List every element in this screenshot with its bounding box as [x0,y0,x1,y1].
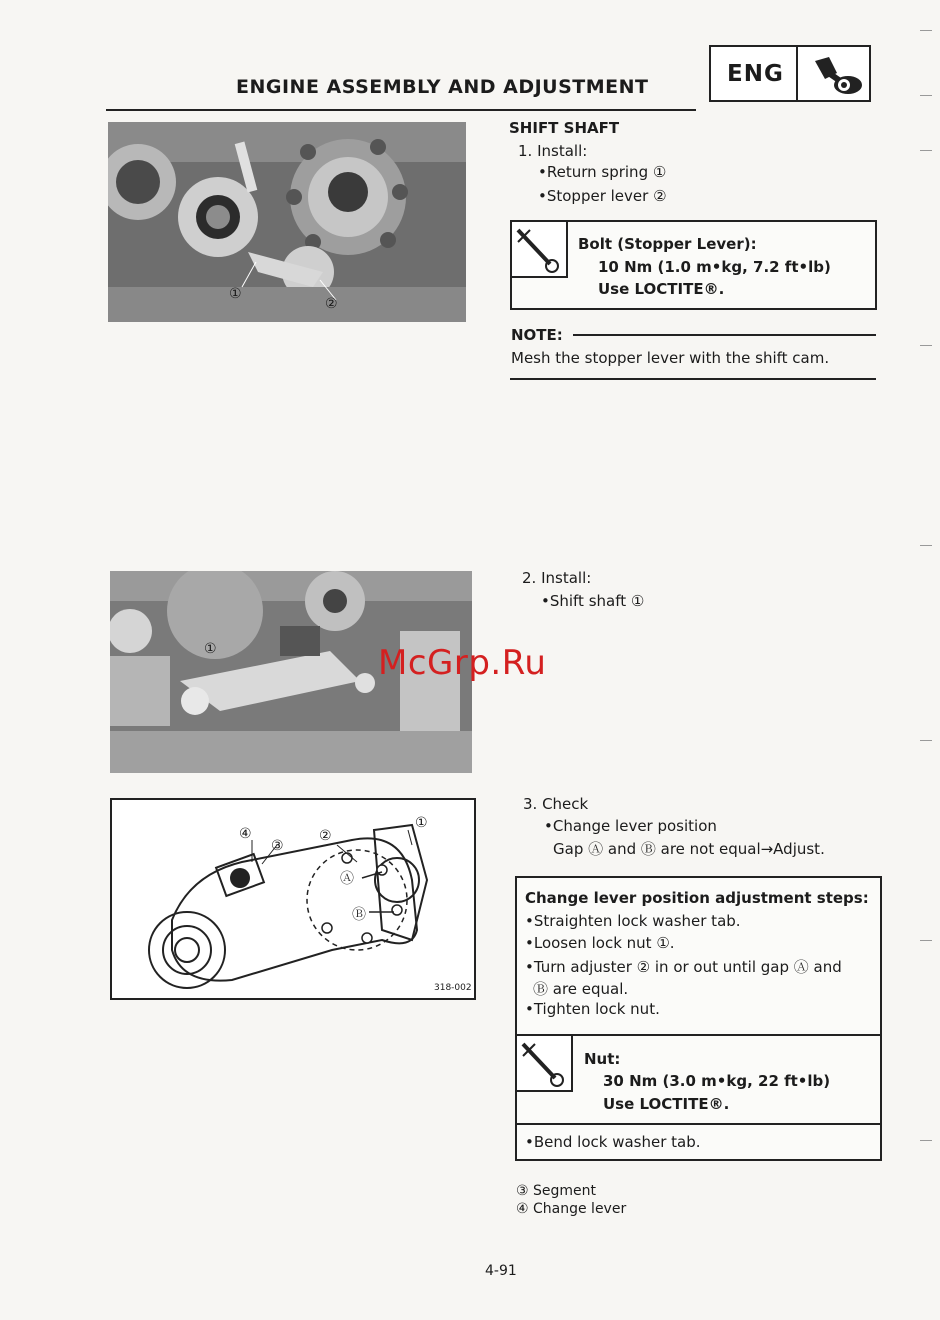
diagram-callout-2: ② [319,828,332,844]
diagram-callout-4: ④ [239,826,252,842]
adjustment-steps-box [515,876,882,1161]
note-label: NOTE: [511,326,563,344]
page-title: ENGINE ASSEMBLY AND ADJUSTMENT [236,76,649,98]
box-divider [517,1123,880,1125]
step1-item: •Stopper lever ② [538,187,667,205]
photo2-callout-1: ① [204,641,217,657]
photo1-callout-2: ② [325,296,338,312]
note-end-rule [510,378,876,380]
step3-detail: Gap Ⓐ and Ⓑ are not equal→Adjust. [553,840,825,858]
margin-mark [920,30,932,31]
photo1-callout-1: ① [229,286,242,302]
torque-wrench-icon [517,1036,573,1092]
note-text: Mesh the stopper lever with the shift cam. [511,349,830,367]
section-title-shift-shaft: SHIFT SHAFT [509,119,620,137]
note-rule [573,334,876,336]
torque-box-bolt [510,220,877,310]
engine-tool-icon [803,53,869,97]
diagram-callout-1: ① [415,815,428,831]
margin-mark [920,345,932,346]
legend-item: ④ Change lever [516,1201,627,1217]
adjustment-step: •Straighten lock washer tab. [525,912,741,930]
torque-title: Bolt (Stopper Lever): [578,235,757,253]
diagram-code: 318-002 [434,983,472,993]
step3-label: 3. Check [523,795,589,813]
header-rule [106,109,696,111]
section-tab-label: ENG [727,61,784,87]
torque-wrench-icon [512,222,568,278]
adjustment-step: Ⓑ are equal. [533,980,629,998]
nut-torque-note: Use LOCTITE®. [603,1095,730,1113]
step2-item: •Shift shaft ① [541,592,645,610]
step2-label: 2. Install: [522,569,592,587]
diagram-callout-a: Ⓐ [340,871,354,887]
margin-mark [920,940,932,941]
page-number: 4-91 [485,1263,517,1279]
nut-torque-title: Nut: [584,1050,621,1068]
legend-item: ③ Segment [516,1183,597,1199]
adjustment-step: •Tighten lock nut. [525,1000,660,1018]
adjustment-step: •Loosen lock nut ①. [525,934,675,952]
step1-item: •Return spring ① [538,163,667,181]
margin-mark [920,545,932,546]
margin-mark [920,1140,932,1141]
final-step: •Bend lock washer tab. [525,1133,701,1151]
margin-mark [920,740,932,741]
change-lever-diagram [110,798,476,1000]
nut-torque-value: 30 Nm (3.0 m•kg, 22 ft•lb) [603,1072,831,1090]
step1-label: 1. Install: [518,142,588,160]
adjustment-step: •Turn adjuster ② in or out until gap Ⓐ and [525,958,842,976]
torque-value: 10 Nm (1.0 m•kg, 7.2 ft•lb) [598,258,831,276]
watermark: McGrp.Ru [378,643,547,683]
section-tab [709,45,871,102]
adjustment-title: Change lever position adjustment steps: [525,889,869,907]
step3-item: •Change lever position [544,817,717,835]
tab-divider [796,47,798,100]
stopper-lever-photo [108,122,466,322]
diagram-callout-3: ③ [271,838,284,854]
margin-mark [920,95,932,96]
diagram-callout-b: Ⓑ [352,907,366,923]
torque-note: Use LOCTITE®. [598,280,725,298]
margin-mark [920,150,932,151]
